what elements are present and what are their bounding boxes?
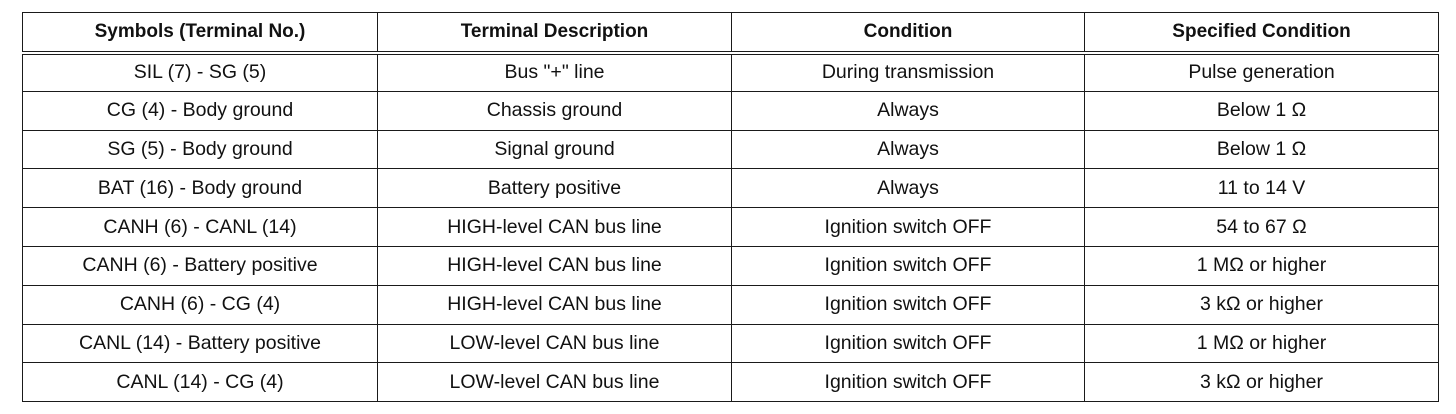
header-terminal-description: Terminal Description — [378, 13, 732, 53]
cell-symbols: CANH (6) - CG (4) — [23, 285, 378, 324]
table-row — [23, 91, 1439, 130]
cell-specified: 1 MΩ or higher — [1085, 246, 1439, 285]
table-row — [23, 363, 1439, 402]
cell-description: LOW-level CAN bus line — [378, 324, 732, 363]
cell-condition: Ignition switch OFF — [732, 208, 1085, 247]
terminal-spec-table — [22, 12, 1439, 402]
header-specified-condition: Specified Condition — [1085, 13, 1439, 53]
table-body — [23, 53, 1439, 402]
table-row — [23, 208, 1439, 247]
cell-condition: Ignition switch OFF — [732, 324, 1085, 363]
cell-symbols: SG (5) - Body ground — [23, 130, 378, 169]
cell-description: Battery positive — [378, 169, 732, 208]
cell-specified: 1 MΩ or higher — [1085, 324, 1439, 363]
cell-specified: 3 kΩ or higher — [1085, 285, 1439, 324]
cell-symbols: CANH (6) - CANL (14) — [23, 208, 378, 247]
cell-description: HIGH-level CAN bus line — [378, 285, 732, 324]
header-row — [23, 13, 1439, 53]
cell-description: Signal ground — [378, 130, 732, 169]
cell-description: Bus "+" line — [378, 53, 732, 92]
cell-specified: 3 kΩ or higher — [1085, 363, 1439, 402]
cell-specified: Below 1 Ω — [1085, 91, 1439, 130]
cell-condition: During transmission — [732, 53, 1085, 92]
table-row — [23, 53, 1439, 92]
table-row — [23, 324, 1439, 363]
cell-symbols: CG (4) - Body ground — [23, 91, 378, 130]
cell-condition: Always — [732, 91, 1085, 130]
table-row — [23, 285, 1439, 324]
cell-specified: 11 to 14 V — [1085, 169, 1439, 208]
header-symbols: Symbols (Terminal No.) — [23, 13, 378, 53]
cell-description: HIGH-level CAN bus line — [378, 246, 732, 285]
cell-symbols: CANL (14) - Battery positive — [23, 324, 378, 363]
table-row — [23, 246, 1439, 285]
cell-condition: Ignition switch OFF — [732, 285, 1085, 324]
cell-condition: Ignition switch OFF — [732, 246, 1085, 285]
cell-condition: Always — [732, 169, 1085, 208]
cell-symbols: CANL (14) - CG (4) — [23, 363, 378, 402]
cell-description: LOW-level CAN bus line — [378, 363, 732, 402]
cell-symbols: CANH (6) - Battery positive — [23, 246, 378, 285]
cell-symbols: BAT (16) - Body ground — [23, 169, 378, 208]
cell-specified: 54 to 67 Ω — [1085, 208, 1439, 247]
cell-symbols: SIL (7) - SG (5) — [23, 53, 378, 92]
cell-condition: Always — [732, 130, 1085, 169]
cell-description: HIGH-level CAN bus line — [378, 208, 732, 247]
cell-condition: Ignition switch OFF — [732, 363, 1085, 402]
cell-specified: Below 1 Ω — [1085, 130, 1439, 169]
cell-description: Chassis ground — [378, 91, 732, 130]
table-row — [23, 130, 1439, 169]
table-header — [23, 13, 1439, 53]
header-condition: Condition — [732, 13, 1085, 53]
table-row — [23, 169, 1439, 208]
cell-specified: Pulse generation — [1085, 53, 1439, 92]
